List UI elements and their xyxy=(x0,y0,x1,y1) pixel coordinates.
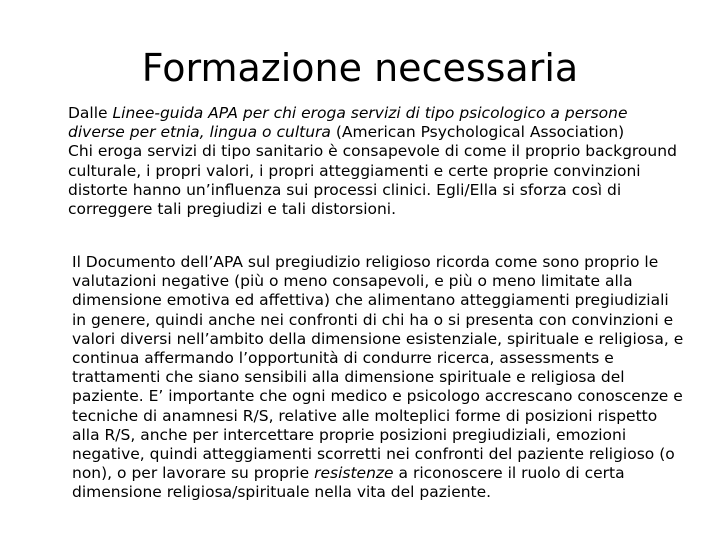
apa-text-italic: resistenze xyxy=(314,464,394,483)
citation-title: Linee-guida APA per chi eroga servizi di tipo psicologico a persone diverse per etnia, lingua o cultura xyxy=(68,104,628,142)
source-citation xyxy=(66,104,686,142)
apa-document-paragraph xyxy=(66,253,686,503)
apa-text-main: Il Documento dell’APA sul pregiudizio religioso ricorda come sono proprio le valutazioni negative (più o meno consapevoli, e più o meno limitate alla dimensione emotiva ed affettiva) che alimentano atteggiamenti pregiudiziali in genere, quindi anche nei confronti di chi ha o si presenta con convinzioni e valori diversi nell’ambito della dimensione esistenziale, spirituale e religiosa, e continua affermando l’opportunità di condurre ricerca, assessments e trattamenti che siano sensibili alla dimensione spirituale e religiosa del paziente. E’ importante che ogni medico e psicologo accrescano conoscenze e tecniche di anamnesi R/S, relative alle molteplici forme di posizioni rispetto alla R/S, anche per intercettare proprie posizioni pregiudiziali, emozioni negative, quindi atteggiamenti scorretti nei confronti del paziente religioso (o non), o per lavorare su proprie xyxy=(72,253,684,483)
apa-document-block xyxy=(66,253,686,503)
slide-title: Formazione necessaria xyxy=(141,46,579,90)
citation-source: (American Psychological Association) xyxy=(330,123,625,142)
citation-prefix: Dalle xyxy=(68,104,113,122)
guideline-paragraph: Chi eroga servizi di tipo sanitario è consapevole di come il proprio background culturale, i propri valori, i propri atteggiamenti e certe proprie convinzioni distorte hanno un’influenza sui processi clinici. Egli/Ella si sforza così di correggere tali pregiudizi e tali distorsioni. xyxy=(68,142,677,219)
intro-block xyxy=(66,104,686,219)
apa-text-end: a riconoscere il ruolo di certa dimensione religiosa/spirituale nella vita del paziente. xyxy=(72,464,625,502)
